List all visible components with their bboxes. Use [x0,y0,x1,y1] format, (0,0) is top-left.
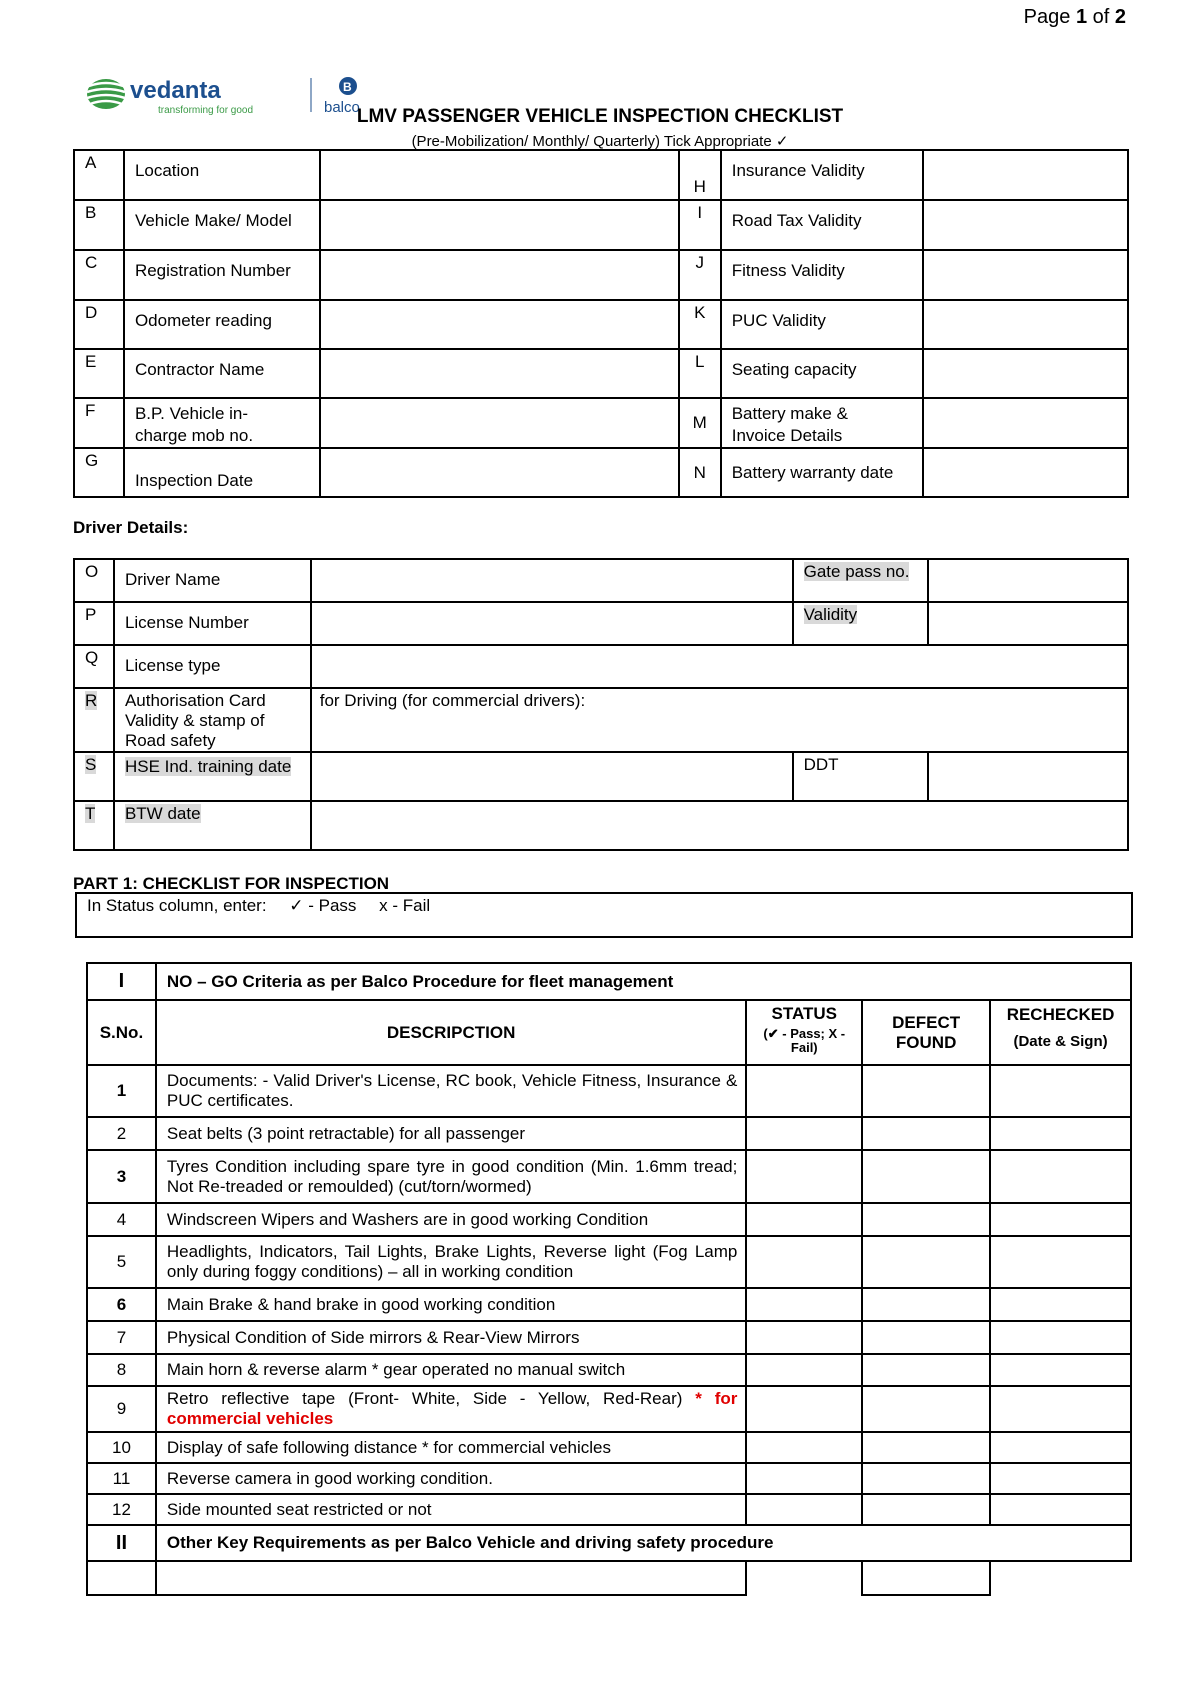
status-cell[interactable] [746,1203,862,1236]
status-cell[interactable] [746,1117,862,1150]
vehicle-row-g [74,448,1128,497]
rechecked-cell[interactable] [990,1065,1131,1117]
authorisation-card-note: for Driving (for commercial drivers): [319,691,586,710]
rechecked-cell[interactable] [990,1463,1131,1494]
field-label-battery-make: Battery make & Invoice Details [721,398,924,448]
svg-text:balco: balco [324,99,360,116]
field-label-odometer: Odometer reading [124,300,320,349]
row-letter: T [85,804,96,823]
seating-capacity-input[interactable] [923,349,1128,398]
item-description: Main horn & reverse alarm * gear operated no manual switch [156,1354,746,1386]
driver-row-s [74,752,1128,801]
field-label-gate-pass: Gate pass no. [803,562,910,581]
item-number: 7 [87,1321,156,1354]
svg-text:transforming for good: transforming for good [158,105,254,116]
rechecked-cell[interactable] [990,1288,1131,1321]
row-letter: H [679,150,721,200]
defect-cell[interactable] [862,1463,990,1494]
field-label-road-tax-validity: Road Tax Validity [721,200,924,250]
status-cell[interactable] [746,1463,862,1494]
field-label-puc-validity: PUC Validity [721,300,924,349]
item-description: Tyres Condition including spare tyre in good condition (Min. 1.6mm tread; Not Re-treaded or remoulded) (cut/torn/wormed) [156,1150,746,1203]
row-letter: P [74,602,114,645]
section2-number: II [87,1525,156,1561]
checklist-row [87,1432,1131,1463]
section1-title: NO – GO Criteria as per Balco Procedure for fleet management [156,963,1131,1000]
ddt-input[interactable] [928,752,1128,801]
item-number: 11 [87,1463,156,1494]
checklist-row [87,1494,1131,1525]
col-header-rechecked-label: RECHECKED [1006,1005,1115,1024]
item-description: Main Brake & hand brake in good working condition [156,1288,746,1321]
commercial-vehicles-note: * for commercial vehicles [166,1389,738,1428]
row-letter: A [74,150,124,200]
vehicle-row-e [74,349,1128,398]
status-cell[interactable] [746,1561,862,1595]
driver-details-heading: Driver Details: [73,518,189,537]
row-letter: J [679,250,721,300]
col-header-rechecked [990,1000,1131,1065]
pass-note: ✓ - Pass [289,896,357,915]
page-label: Page [1023,6,1071,28]
field-label-authorisation-card: Authorisation Card Validity & stamp of Road safety [114,688,311,752]
row-letter: G [74,448,124,497]
insurance-validity-input[interactable] [923,150,1128,200]
vehicle-row-c [74,250,1128,300]
status-cell[interactable] [746,1236,862,1288]
row-letter: O [74,559,114,602]
checklist-row [87,1463,1131,1494]
location-input[interactable] [320,150,679,200]
item-number: 6 [87,1288,156,1321]
page-total: 2 [1114,6,1126,28]
defect-cell[interactable] [862,1236,990,1288]
registration-number-input[interactable] [320,250,679,300]
field-label-contractor-name: Contractor Name [124,349,320,398]
btw-date-input[interactable] [311,801,1128,850]
contractor-name-input[interactable] [320,349,679,398]
svg-text:B: B [343,80,352,94]
item-description: Reverse camera in good working condition. [156,1463,746,1494]
row-letter: F [74,398,124,448]
item-description-text: Retro reflective tape (Front- White, Side - Yellow, Red-Rear) [166,1389,683,1408]
item-number: 12 [87,1494,156,1525]
field-label-fitness-validity: Fitness Validity [721,250,924,300]
inspection-date-input[interactable] [320,448,679,497]
col-header-status [746,1000,862,1065]
row-letter: M [679,398,721,448]
checklist-row [87,1236,1131,1288]
field-label-inspection-date: Inspection Date [124,448,320,497]
item-number: 4 [87,1203,156,1236]
field-label-battery-warranty: Battery warranty date [721,448,924,497]
field-label-vehicle-make: Vehicle Make/ Model [124,200,320,250]
col-header-defect: DEFECT FOUND [862,1000,990,1065]
defect-cell[interactable] [862,1117,990,1150]
section2-title: Other Key Requirements as per Balco Vehicle and driving safety procedure [156,1525,1131,1561]
driver-row-r [74,688,1128,752]
checklist-row [87,1386,1131,1432]
rechecked-cell[interactable] [990,1203,1131,1236]
hse-training-input[interactable] [311,752,793,801]
rechecked-cell[interactable] [990,1150,1131,1203]
status-cell[interactable] [746,1065,862,1117]
row-letter: I [679,200,721,250]
item-description [156,1386,746,1432]
item-description: Headlights, Indicators, Tail Lights, Brake Lights, Reverse light (Fog Lamp only during foggy conditions) – all in working condition [156,1236,746,1288]
rechecked-cell[interactable] [990,1321,1131,1354]
defect-cell[interactable] [862,1494,990,1525]
field-label-seating-capacity: Seating capacity [721,349,924,398]
checklist-row [87,1117,1131,1150]
checklist-row [87,1321,1131,1354]
page-current: 1 [1075,6,1088,28]
fitness-validity-input[interactable] [923,250,1128,300]
field-label-insurance-validity: Insurance Validity [721,150,924,200]
section1-number: I [87,963,156,1000]
vehicle-make-input[interactable] [320,200,679,250]
status-cell[interactable] [746,1432,862,1463]
item-description: Display of safe following distance * for commercial vehicles [156,1432,746,1463]
fail-note: x - Fail [379,896,431,915]
driver-details-table [73,558,1129,851]
vehicle-row-d [74,300,1128,349]
item-number: 3 [87,1150,156,1203]
inspection-checklist-table [86,962,1132,1596]
license-number-input[interactable] [311,602,793,645]
svg-text:vedanta: vedanta [130,77,221,104]
field-label-btw-date: BTW date [124,804,201,823]
item-number: 5 [87,1236,156,1288]
status-legend-box [75,892,1133,938]
driver-row-q [74,645,1128,688]
row-letter: B [74,200,124,250]
item-number: 8 [87,1354,156,1386]
status-cell[interactable] [746,1494,862,1525]
puc-validity-input[interactable] [923,300,1128,349]
section2-row [87,1525,1131,1561]
rechecked-cell[interactable] [990,1494,1131,1525]
rechecked-cell[interactable] [990,1236,1131,1288]
license-validity-input[interactable] [928,602,1128,645]
row-letter: K [679,300,721,349]
defect-cell[interactable] [862,1386,990,1432]
checklist-row [87,1150,1131,1203]
checklist-header-row [87,1000,1131,1065]
status-cell[interactable] [746,1354,862,1386]
col-header-status-label: STATUS [771,1004,838,1023]
defect-cell[interactable] [862,1432,990,1463]
status-cell[interactable] [746,1321,862,1354]
item-number: 2 [87,1117,156,1150]
battery-warranty-input[interactable] [923,448,1128,497]
vehicle-row-a [74,150,1128,200]
item-number: 1 [87,1065,156,1117]
col-header-status-sub: (✔ - Pass; X - Fail) [763,1026,846,1055]
rechecked-cell[interactable] [990,1354,1131,1386]
row-letter: R [85,691,98,710]
vedanta-globe-icon [87,79,125,109]
license-type-input[interactable] [311,645,1128,688]
bp-vehicle-incharge-input[interactable] [320,398,679,448]
driver-row-p [74,602,1128,645]
col-header-description: DESCRIPCTION [156,1000,746,1065]
driver-row-t [74,801,1128,850]
driver-name-input[interactable] [311,559,793,602]
field-label-license-number: License Number [114,602,311,645]
row-letter: C [74,250,124,300]
rechecked-cell[interactable] [990,1386,1131,1432]
row-letter: L [679,349,721,398]
item-number: 10 [87,1432,156,1463]
defect-cell[interactable] [862,1065,990,1117]
row-letter: D [74,300,124,349]
defect-cell[interactable] [862,1203,990,1236]
vehicle-row-f [74,398,1128,448]
checklist-row [87,1288,1131,1321]
defect-cell[interactable] [862,1150,990,1203]
row-letter: N [679,448,721,497]
status-cell[interactable] [746,1386,862,1432]
rechecked-cell[interactable] [990,1432,1131,1463]
field-label-bp-vehicle-incharge: B.P. Vehicle in-charge mob no. [124,398,320,448]
status-cell[interactable] [746,1288,862,1321]
field-label-ddt: DDT [793,752,929,801]
rechecked-cell[interactable] [990,1561,1131,1595]
section1-row [87,963,1131,1000]
vehicle-row-b [74,200,1128,250]
page-number [1024,6,1126,29]
col-header-rechecked-sub: (Date & Sign) [1013,1033,1108,1050]
field-label-validity: Validity [803,605,858,624]
field-label-driver-name: Driver Name [114,559,311,602]
item-description[interactable] [156,1561,746,1595]
field-label-registration-number: Registration Number [124,250,320,300]
item-number[interactable] [87,1561,156,1595]
checklist-row-empty [87,1561,1131,1595]
status-cell[interactable] [746,1150,862,1203]
page-subtitle: (Pre-Mobilization/ Monthly/ Quarterly) Tick Appropriate ✓ [411,133,789,150]
row-letter: S [85,755,97,774]
checklist-row [87,1354,1131,1386]
field-label-hse-training: HSE Ind. training date [124,757,292,776]
page-of: of [1092,6,1110,28]
driver-row-o [74,559,1128,602]
item-description: Physical Condition of Side mirrors & Rear-View Mirrors [156,1321,746,1354]
balco-icon [339,77,357,95]
row-letter: Q [74,645,114,688]
item-description: Documents: - Valid Driver's License, RC book, Vehicle Fitness, Insurance & PUC certificates. [156,1065,746,1117]
status-note: In Status column, enter: [87,896,267,915]
defect-cell[interactable] [862,1561,990,1595]
row-letter: E [74,349,124,398]
field-label-location: Location [124,150,320,200]
item-description: Seat belts (3 point retractable) for all passenger [156,1117,746,1150]
checklist-row [87,1203,1131,1236]
checklist-row [87,1065,1131,1117]
authorisation-card-input[interactable] [311,688,1128,752]
defect-cell[interactable] [862,1354,990,1386]
gate-pass-input[interactable] [928,559,1128,602]
item-description: Windscreen Wipers and Washers are in good working Condition [156,1203,746,1236]
battery-make-input[interactable] [923,398,1128,448]
defect-cell[interactable] [862,1288,990,1321]
rechecked-cell[interactable] [990,1117,1131,1150]
field-label-license-type: License type [114,645,311,688]
odometer-input[interactable] [320,300,679,349]
vehicle-details-table [73,149,1129,498]
page-title: LMV PASSENGER VEHICLE INSPECTION CHECKLIST [356,106,844,127]
road-tax-validity-input[interactable] [923,200,1128,250]
col-header-sno: S.No. [87,1000,156,1065]
part1-heading: PART 1: CHECKLIST FOR INSPECTION [73,874,390,893]
defect-cell[interactable] [862,1321,990,1354]
item-description: Side mounted seat restricted or not [156,1494,746,1525]
item-number: 9 [87,1386,156,1432]
